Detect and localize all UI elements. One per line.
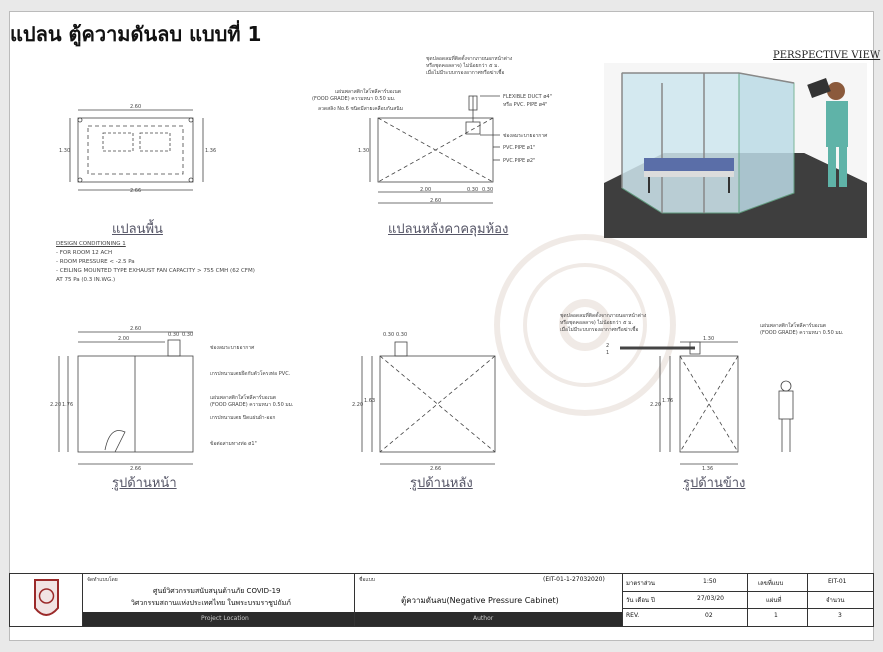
- sheet-no-value: EIT-01: [828, 578, 847, 585]
- roof-note-top-2: หรือชุดคอลลาจ) ไม่น้อยกว่า ๕ ม.: [426, 63, 500, 69]
- design-note-line: AT 75 Pa (0.3 IN.WG.): [56, 277, 116, 283]
- floor-dim-top: 2.60: [130, 104, 142, 110]
- front-dim-left-inner: 1.76: [62, 402, 74, 408]
- org-line-1: ศูนย์วิศวกรรมสนับสนุนด้านภัย COVID-19: [153, 587, 281, 595]
- roof-note-right-5: PVC.PIPE ø2": [503, 158, 536, 164]
- roof-note-right-2: หรือ PVC. PIPE ø4": [503, 102, 548, 108]
- side-dim-b: 1: [606, 350, 610, 356]
- date-label: วัน เดือน ปี: [626, 597, 655, 604]
- author-bar: [355, 612, 622, 626]
- front-dim-left-outer: 2.20: [50, 402, 62, 408]
- count-value: 3: [838, 612, 842, 619]
- side-note-top-3: เมื่อไม่มีระบบกรองอากาศหรือฆ่าเชื้อ: [560, 327, 639, 333]
- front-dim-top-main: 2.00: [118, 336, 130, 342]
- rear-dim-left-inner: 1.63: [364, 398, 376, 404]
- roof-plan-caption: แปลนหลังคาคลุมห้อง: [388, 222, 509, 237]
- date-value: 27/03/20: [697, 595, 724, 602]
- prepared-by-label: จัดทำแบบโดย: [87, 577, 118, 583]
- roof-note-right-1: FLEXIBLE DUCT ø4": [503, 94, 552, 100]
- side-elevation-caption: รูปด้านข้าง: [683, 476, 746, 491]
- side-dim-a: 2: [606, 343, 610, 349]
- eit-logo: [10, 574, 83, 626]
- rev-label: REV.: [626, 612, 640, 619]
- side-dim-left-inner: 1.76: [662, 398, 674, 404]
- front-dim-top: 2.60: [130, 326, 142, 332]
- roof-note-right-4: PVC.PIPE ø1": [503, 145, 536, 151]
- scale-date-rev-cell: [623, 574, 748, 626]
- roof-dim-bottom-main: 2.00: [420, 187, 432, 193]
- rear-dim-bottom: 2.66: [430, 466, 442, 472]
- front-note-1: ช่องลมระบายอากาศ: [210, 345, 255, 351]
- project-location-label: Project Location: [201, 615, 249, 622]
- scale-value: 1:50: [703, 578, 717, 585]
- roof-dim-bottom-b: 0.30: [482, 187, 494, 193]
- drawing-name-label: ชื่อแบบ: [359, 577, 375, 583]
- floor-dim-bottom: 2.66: [130, 188, 142, 194]
- side-note-top-2: หรือชุดคอลลาจ) ไม่น้อยกว่า ๕ ม.: [560, 320, 634, 326]
- roof-note-top-1: ชุดปลอดลมที่ติดตั้งจากภายนอกหน้าต่าง: [426, 56, 513, 62]
- drawing-name-cell: [355, 574, 623, 626]
- side-note-top-1: ชุดปลอดลมที่ติดตั้งจากภายนอกหน้าต่าง: [560, 313, 647, 319]
- roof-note-right-3: ช่องลมระบายอากาศ: [503, 133, 548, 139]
- title-block-logo-cell: [10, 574, 83, 626]
- project-location-bar: [83, 612, 354, 626]
- roof-dim-left: 1.30: [358, 148, 370, 154]
- front-elevation-caption: รูปด้านหน้า: [112, 476, 177, 491]
- front-note-2: เกรปหนามเตยยึดกับตัวโครงท่อ PVC.: [210, 371, 291, 377]
- side-note-right-2: (FOOD GRADE) ความหนา 0.50 มม.: [760, 330, 844, 336]
- count-label: จำนวน: [826, 597, 845, 604]
- count-cell: [808, 574, 873, 626]
- front-note-6: ข้อต่อสามทางท่อ ø1": [210, 441, 257, 447]
- side-dim-top: 1.30: [703, 336, 715, 342]
- rear-elevation-caption: รูปด้านหลัง: [410, 476, 473, 491]
- side-dim-left-outer: 2.20: [650, 402, 662, 408]
- perspective-view-label: PERSPECTIVE VIEW: [773, 50, 881, 61]
- front-note-3: แผ่นพลาสติกใสโพลีคาร์บอเนต: [210, 395, 276, 401]
- floor-dim-right: 1.36: [205, 148, 217, 154]
- design-note-line: - CEILING MOUNTED TYPE EXHAUST FAN CAPACITY > 755 CMH (62 CFM): [56, 268, 255, 274]
- sheet-no-label: เลขที่แบบ: [758, 580, 784, 587]
- design-notes-heading: DESIGN CONDITIONING 1: [56, 241, 126, 247]
- front-dim-top-a: 0.30: [168, 332, 180, 338]
- org-line-2: วิศวกรรมสถานแห่งประเทศไทย ในพระบรมราชูปถัมภ์: [131, 599, 291, 607]
- front-note-4: (FOOD GRADE) ความหนา 0.50 มม.: [210, 402, 294, 408]
- roof-note-left-2: (FOOD GRADE) ความหนา 0.50 มม.: [312, 96, 396, 102]
- side-dim-bottom: 1.36: [702, 466, 714, 472]
- org-cell: [83, 574, 355, 626]
- sheet-no-cell: [748, 574, 808, 626]
- drawing-name: ตู้ความดันลบ(Negative Pressure Cabinet): [401, 596, 559, 605]
- design-notes: [56, 240, 255, 285]
- front-dim-bottom: 2.66: [130, 466, 142, 472]
- design-note-line: - FOR ROOM 12 ACH: [56, 250, 113, 256]
- rear-dim-top-a: 0.30: [383, 332, 395, 338]
- author-label: Author: [473, 615, 494, 622]
- roof-note-left-1: แผ่นพลาสติกใสโพลีคาร์บอเนต: [335, 89, 401, 95]
- sheet-title: แปลน ตู้ความดันลบ แบบที่ 1: [10, 22, 262, 46]
- front-dim-top-b: 0.30: [182, 332, 194, 338]
- sheet-value: 1: [774, 612, 778, 619]
- rev-value: 02: [705, 612, 713, 619]
- roof-dim-bottom-a: 0.30: [467, 187, 479, 193]
- rear-dim-top-b: 0.30: [396, 332, 408, 338]
- scale-label: มาตราส่วน: [626, 580, 655, 587]
- floor-dim-left: 1.30: [59, 148, 71, 154]
- design-note-line: - ROOM PRESSURE < -2.5 Pa: [56, 259, 135, 265]
- drawing-code: (EIT-01-1-27032020): [543, 576, 605, 583]
- roof-note-top-3: เมื่อไม่มีระบบกรองอากาศหรือฆ่าเชื้อ: [426, 70, 505, 76]
- sheet-label: แผ่นที่: [766, 597, 782, 604]
- rear-dim-left-outer: 2.20: [352, 402, 364, 408]
- title-block: [9, 573, 874, 627]
- roof-dim-bottom-total: 2.60: [430, 198, 442, 204]
- front-note-5: เกรปหนามเตย ปิดแผ่นผ้า-ออก: [210, 415, 276, 421]
- roof-note-left-3: ลวดสลิง No.6 ชนิดมีสายเคลือบกันสนิม: [318, 106, 403, 112]
- side-note-right-1: แผ่นพลาสติกใสโพลีคาร์บอเนต: [760, 323, 826, 329]
- floor-plan-caption: แปลนพื้น: [112, 222, 163, 237]
